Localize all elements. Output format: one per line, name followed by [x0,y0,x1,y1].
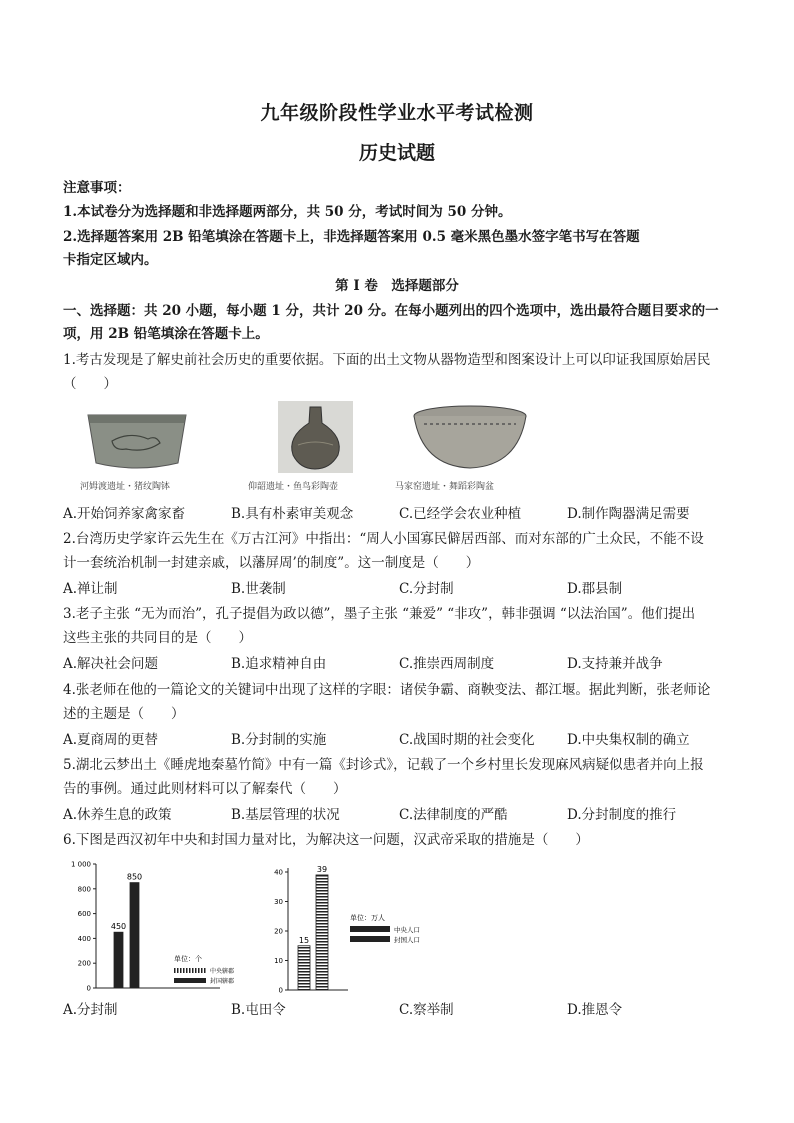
question-4-stem-line-2: 述的主题是（ ） [63,706,185,722]
dancing-pottery-basin-image [410,402,530,474]
question-2-stem-line-1: 2.台湾历史学家许云先生在《万古江河》中指出：“周人小国寡民僻居西部、而对东部的广土众民，不能不设 [63,531,704,547]
chart-1-bar-1 [114,932,123,988]
question-3-stem-line-1: 3.老子主张 “无为而治”，孔子提倡为政以德”，墨子主张 “兼爱” “非攻”，韩非强调 “以法治国”。他们提出 [63,606,696,622]
chart-1-ytick-label: 600 [77,910,91,919]
question-3-options [63,652,743,672]
chart-2-legend-swatch-1 [350,926,390,932]
question-2-options [63,577,743,597]
chart-2-ytick-label: 30 [274,898,283,906]
question-2-option-d[interactable]: D.郡县制 [567,581,623,597]
question-5-stem-line-1: 5.湖北云梦出土《睡虎地秦墓竹简》中有一篇《封诊式》，记载了一个乡村里长发现麻风病疑似患者并向上报 [63,757,704,773]
question-6-option-c[interactable]: C.察举制 [399,1002,454,1018]
question-6-option-b[interactable]: B.屯田令 [231,1002,286,1018]
notice-heading: 注意事项： [63,180,131,196]
question-2-stem-line-2: 计一套统治机制一封建亲戚，以藩屏周’的制度”。这一制度是（ ） [63,555,480,571]
chart-1-data-label-2: 850 [126,872,143,882]
question-2-option-b[interactable]: B.世袭制 [231,581,286,597]
chart-2-data-label-1: 15 [298,935,310,945]
chart-2-ytick-label: 40 [274,868,283,877]
artifact-caption-2: 仰韶遗址・鱼鸟彩陶壶 [248,482,339,492]
question-4-option-a[interactable]: A.夏商周的更替 [63,732,159,748]
question-4-option-b[interactable]: B.分封制的实施 [231,732,327,748]
question-1-option-d[interactable]: D.制作陶器满足需要 [567,506,690,522]
question-4-option-c[interactable]: C.战国时期的社会变化 [399,732,535,748]
notice-item-2-line-1: 2.选择题答案用 2B 铅笔填涂在答题卡上，非选择题答案用 0.5 毫米黑色墨水签字笔书写在答题 [63,229,640,245]
chart-2-ytick-label: 10 [274,957,283,965]
chart-1-bar-2 [130,883,139,988]
chart-1-ytick-label: 800 [77,885,91,894]
section-title: 第 I 卷 选择题部分 [335,278,459,294]
notice-item-1: 1.本试卷分为选择题和非选择题两部分，共 50 分，考试时间为 50 分钟。 [63,204,512,220]
artifact-caption-3: 马家窑遗址・舞蹈彩陶盆 [395,482,495,492]
chart-1-unit-label: 单位：个 [174,955,202,963]
chart-2-legend-1: 中央人口 [394,926,420,934]
chart-1-ytick-label: 1 000 [70,860,91,869]
question-6-stem-line-1: 6.下图是西汉初年中央和封国力量对比，为解决这一问题，汉武帝采取的措施是（ ） [63,832,589,848]
chart-1-ytick-label: 400 [77,934,91,943]
question-1-stem-line-1: 1.考古发现是了解史前社会历史的重要依据。下面的出土文物从器物造型和图案设计上可以印证我国原始居民 [63,352,711,368]
question-3-option-d[interactable]: D.支持兼并战争 [567,656,663,672]
question-1-stem-line-2: （ ） [63,376,117,392]
question-5-option-d[interactable]: D.分封制度的推行 [567,807,677,823]
question-1-option-a[interactable]: A.开始饲养家禽家畜 [63,506,186,522]
chart-2-data-label-2: 39 [316,864,328,874]
question-1-option-b[interactable]: B.具有朴素审美观念 [231,506,354,522]
artifact-caption-1: 河姆渡遗址・猪纹陶钵 [80,482,171,492]
chart-1-ytick-label: 0 [86,984,91,993]
question-6-option-a[interactable]: A.分封制 [63,1002,118,1018]
question-5-option-c[interactable]: C.法律制度的严酷 [399,807,508,823]
question-3-stem-line-2: 这些主张的共同目的是（ ） [63,630,252,646]
question-1-options [63,502,743,522]
chart-2-unit-label: 单位：万人 [350,914,385,922]
question-4-option-d[interactable]: D.中央集权制的确立 [567,732,690,748]
question-5-option-b[interactable]: B.基层管理的状况 [231,807,340,823]
question-3-option-a[interactable]: A.解决社会问题 [63,656,159,672]
chart-1-ytick-label: 200 [77,959,91,968]
question-2-option-c[interactable]: C.分封制 [399,581,454,597]
chart-2-ytick-label: 20 [274,927,283,936]
exam-subject: 历史试题 [358,142,435,164]
question-3-option-c[interactable]: C.推崇西周制度 [399,656,495,672]
section-instruction-line-2: 项，用 2B 铅笔填涂在答题卡上。 [63,326,269,342]
question-6-options [63,998,743,1018]
question-4-options [63,728,743,748]
chart-population [258,860,458,996]
section-instruction-line-1: 一、选择题：共 20 小题，每小题 1 分，共计 20 分。在每小题列出的四个选项中，选出最符合题目要求的一 [63,303,719,319]
question-3-option-b[interactable]: B.追求精神自由 [231,656,327,672]
chart-2-bar-1 [298,946,310,990]
notice-item-2-line-2: 卡指定区域内。 [63,252,158,268]
question-1-option-c[interactable]: C.已经学会农业种植 [399,506,522,522]
chart-2-legend-swatch-2 [350,936,390,942]
exam-title: 九年级阶段性学业水平考试检测 [260,102,534,124]
chart-1-legend-swatch-2 [174,978,206,983]
question-6-option-d[interactable]: D.推恩令 [567,1002,623,1018]
fish-bird-pottery-vase-image [278,401,353,473]
chart-counties [60,856,260,996]
question-5-option-a[interactable]: A.休养生息的政策 [63,807,172,823]
question-4-stem-line-1: 4.张老师在他的一篇论文的关键词中出现了这样的字眼：诸侯争霸、商鞅变法、都江堰。据此判断，张老师论 [63,682,711,698]
chart-2-legend-2: 封国人口 [394,936,420,944]
chart-2-ytick-label: 0 [278,986,283,995]
question-5-stem-line-2: 告的事例。通过此则材料可以了解秦代（ ） [63,781,347,797]
chart-2-bar-2 [316,875,328,990]
pig-pottery-bowl-image [82,405,192,473]
chart-1-data-label-1: 450 [110,922,127,932]
question-2-option-a[interactable]: A.禅让制 [63,581,118,597]
chart-1-legend-2: 封国辖郡 [210,978,235,985]
question-5-options [63,803,743,823]
chart-1-legend-swatch-1 [174,968,206,973]
chart-1-legend-1: 中央辖郡 [210,968,235,975]
